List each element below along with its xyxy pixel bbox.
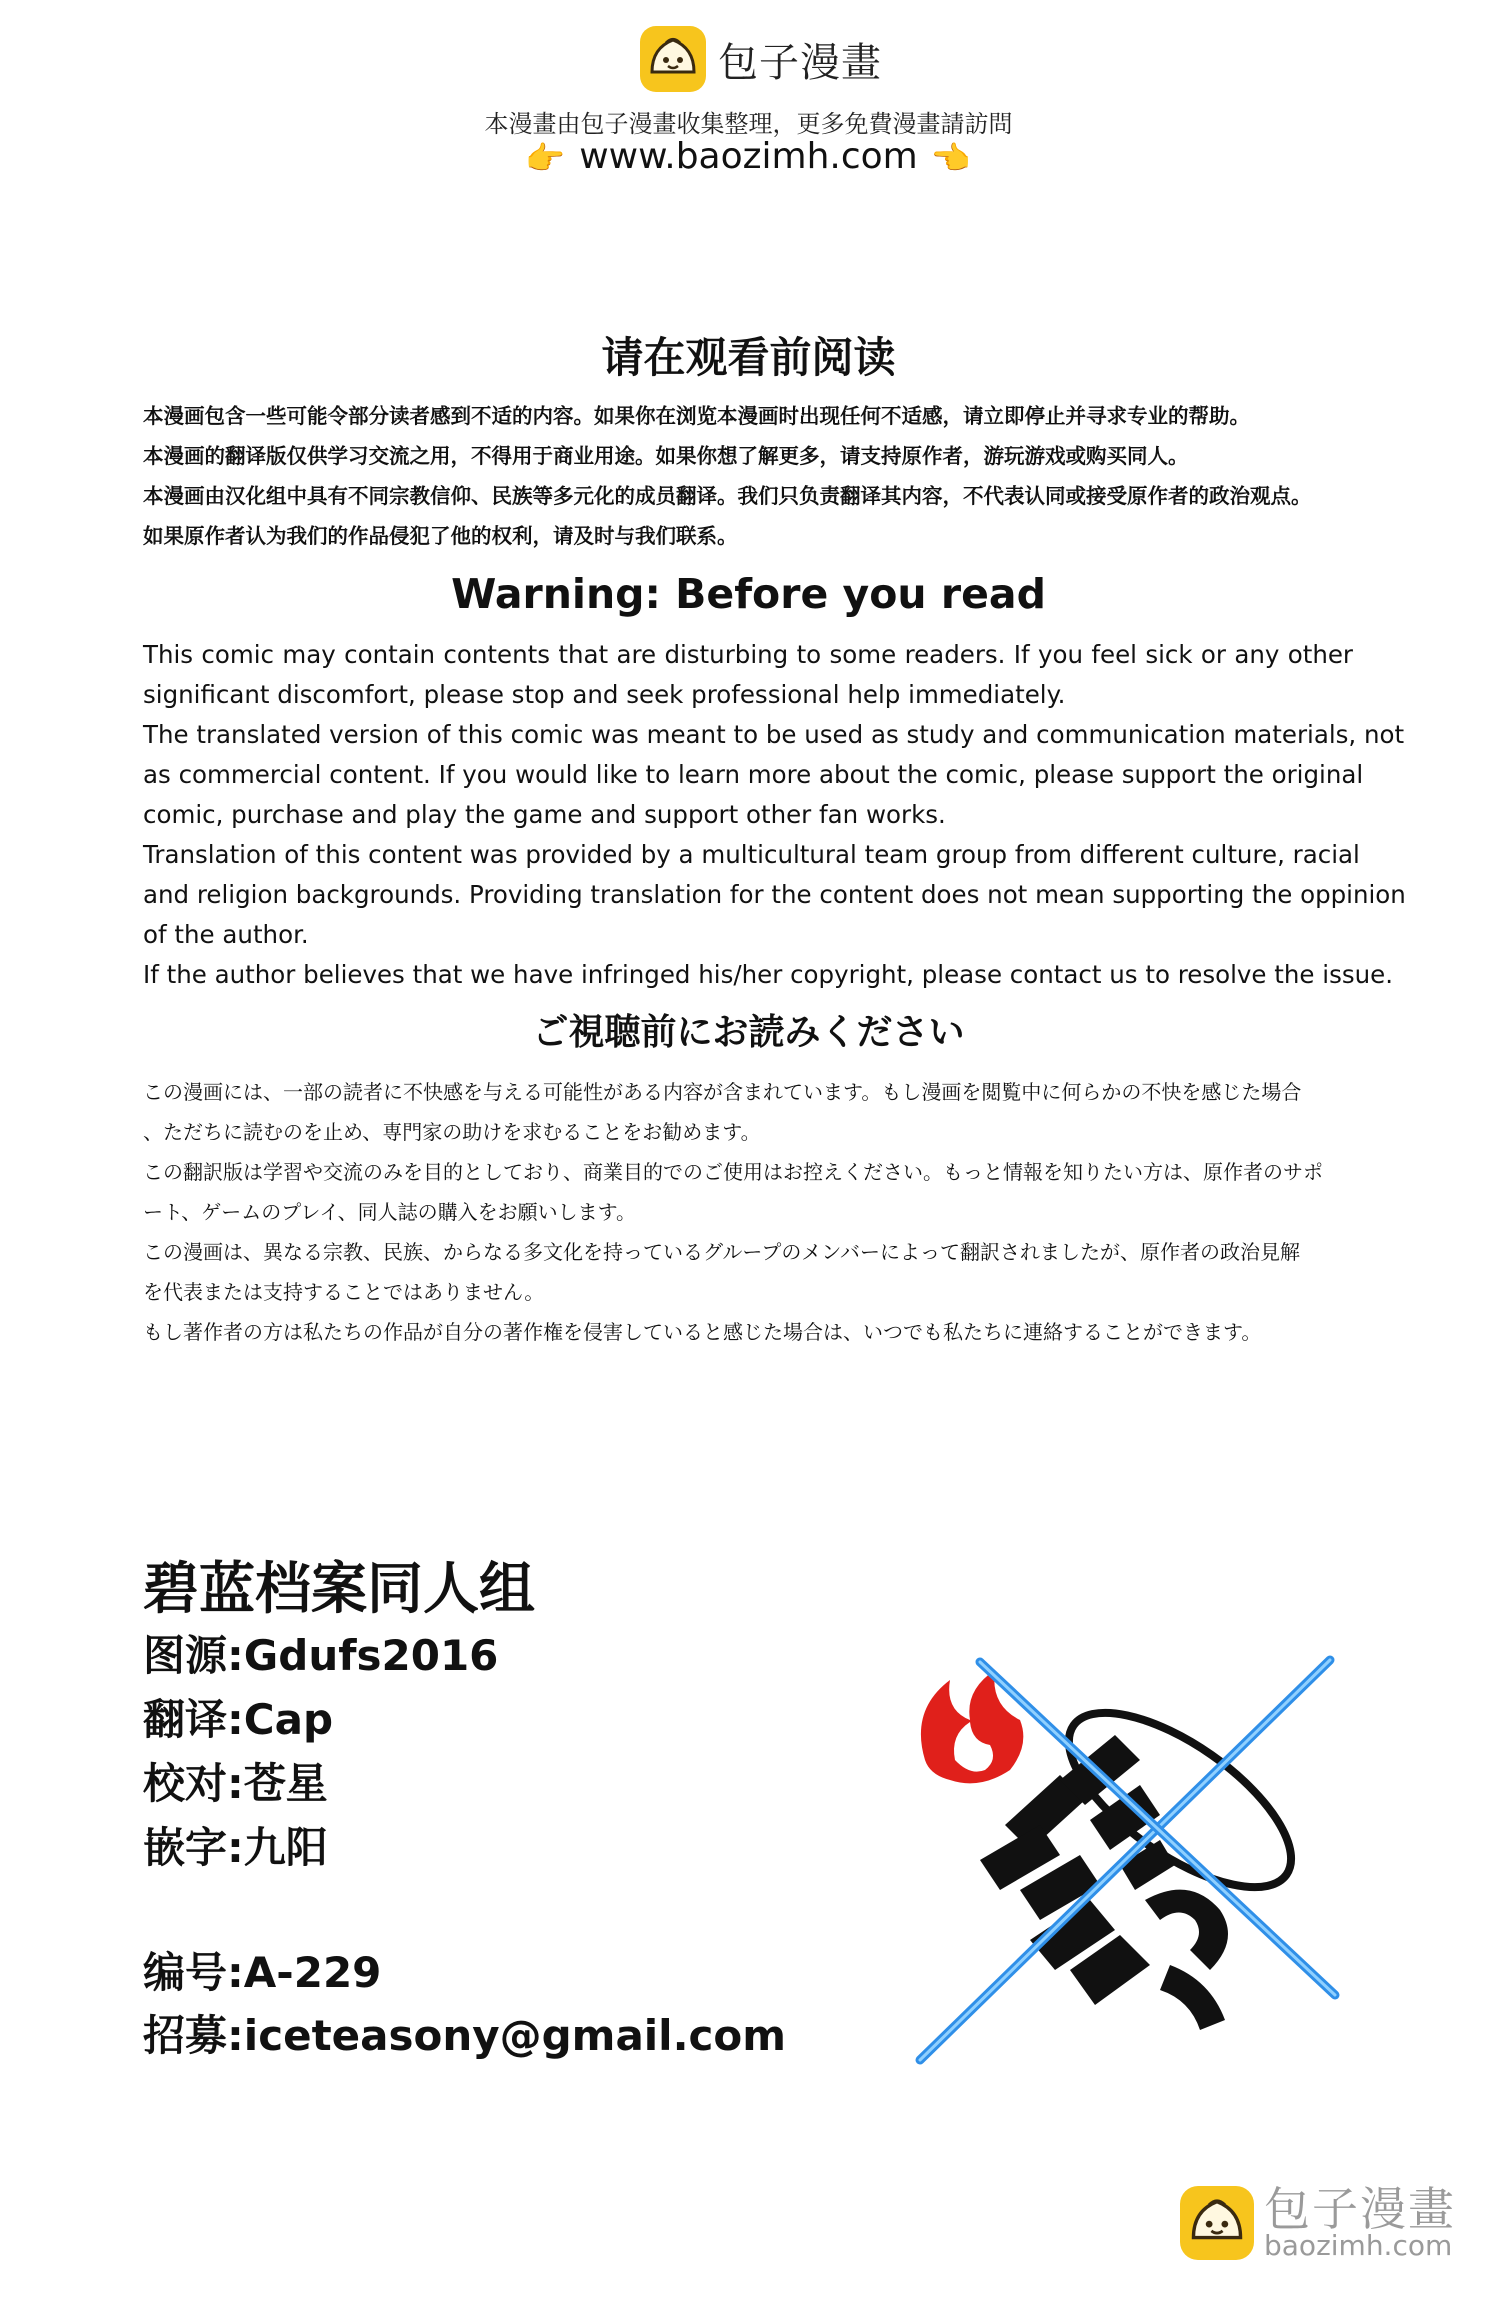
site-link[interactable]: www.baozimh.com bbox=[579, 136, 918, 177]
credit-proofreading: 校对:苍星 bbox=[143, 1759, 328, 1808]
brand-name: 包子漫畫 bbox=[718, 39, 882, 86]
credit-typesetting: 嵌字:九阳 bbox=[143, 1823, 328, 1872]
notice-jp-line: を代表または支持することではありません。 bbox=[143, 1280, 545, 1304]
notice-en-line: comic, purchase and play the game and support other fan works. bbox=[143, 800, 946, 829]
credit-recruit: 招募:iceteasony@gmail.com bbox=[143, 2011, 787, 2060]
notice-cn-line: 如果原作者认为我们的作品侵犯了他的权利，请及时与我们联系。 bbox=[143, 524, 738, 548]
bun-logo-icon bbox=[1180, 2186, 1254, 2260]
notice-cn-body bbox=[143, 396, 1353, 556]
bun-logo-icon bbox=[640, 26, 706, 92]
credit-number: 编号:A-229 bbox=[143, 1948, 382, 1997]
notice-jp-line: この漫画には、一部の読者に不快感を与える可能性がある内容が含まれています。もし漫画を閲覧中に何らかの不快を感じた場合 bbox=[143, 1080, 1302, 1104]
notice-jp-title: ご視聴前にお読みください bbox=[532, 1012, 965, 1053]
footer-url: baozimh.com bbox=[1264, 2229, 1453, 2262]
collect-note: 本漫畫由包子漫畫收集整理，更多免費漫畫請訪問 bbox=[484, 110, 1013, 138]
site-row bbox=[0, 136, 1497, 177]
notice-en-title: Warning: Before you read bbox=[451, 570, 1046, 618]
footer-text bbox=[1264, 2182, 1456, 2262]
credit-source: 图源:Gdufs2016 bbox=[143, 1631, 499, 1680]
notice-en-line: If the author believes that we have infringed his/her copyright, please contact us to resolve the issue. bbox=[143, 960, 1393, 989]
notice-cn-title: 请在观看前阅读 bbox=[601, 333, 896, 382]
notice-jp-line: この翻訳版は学習や交流のみを目的としており、商業目的でのご使用はお控えください。もっと情報を知りたい方は、原作者のサポ bbox=[143, 1160, 1323, 1184]
group-name: 碧蓝档案同人组 bbox=[143, 1557, 535, 1622]
notice-en-line: significant discomfort, please stop and seek professional help immediately. bbox=[143, 680, 1066, 709]
footer-brand-name: 包子漫畫 bbox=[1264, 2182, 1456, 2236]
notice-jp-line: ート、ゲームのプレイ、同人誌の購入をお願いします。 bbox=[143, 1200, 636, 1224]
notice-cn-line: 本漫画的翻译版仅供学习交流之用，不得用于商业用途。如果你想了解更多，请支持原作者，游玩游戏或购买同人。 bbox=[143, 444, 1189, 468]
footer-watermark bbox=[1180, 2182, 1456, 2262]
pointing-hand-icon: 👉 bbox=[931, 139, 972, 177]
notice-cn-line: 本漫画包含一些可能令部分读者感到不适的内容。如果你在浏览本漫画时出现任何不适感，请立即停止并寻求专业的帮助。 bbox=[143, 404, 1250, 428]
group-logo-icon bbox=[910, 1650, 1350, 2070]
notice-jp-line: もし著作者の方は私たちの作品が自分の著作権を侵害していると感じた場合は、いつでも私たちに連絡することができます。 bbox=[143, 1320, 1262, 1344]
notice-en-line: The translated version of this comic was meant to be used as study and communication materials, not bbox=[143, 720, 1405, 749]
notice-cn-line: 本漫画由汉化组中具有不同宗教信仰、民族等多元化的成员翻译。我们只负责翻译其内容，不代表认同或接受原作者的政治观点。 bbox=[143, 484, 1312, 508]
pointing-hand-icon: 👉 bbox=[525, 139, 566, 177]
notice-en-line: as commercial content. If you would like to learn more about the comic, please support the original bbox=[143, 760, 1364, 789]
notice-jp-line: この漫画は、異なる宗教、民族、からなる多文化を持っているグループのメンバーによって翻訳されましたが、原作者の政治見解 bbox=[143, 1240, 1300, 1264]
notice-jp-line: 、ただちに読むのを止め、専門家の助けを求むることをお勧めます。 bbox=[143, 1120, 761, 1144]
brand-header bbox=[640, 26, 882, 92]
credit-translation: 翻译:Cap bbox=[143, 1695, 334, 1744]
notice-jp-body bbox=[143, 1072, 1353, 1352]
notice-en-line: Translation of this content was provided by a multicultural team group from different culture, racial bbox=[143, 840, 1360, 869]
notice-en-line: of the author. bbox=[143, 920, 309, 949]
notice-en-line: and religion backgrounds. Providing translation for the content does not mean supporting the oppinion bbox=[143, 880, 1406, 909]
notice-en-body bbox=[143, 635, 1406, 995]
notice-en-line: This comic may contain contents that are disturbing to some readers. If you feel sick or any other bbox=[143, 640, 1353, 669]
